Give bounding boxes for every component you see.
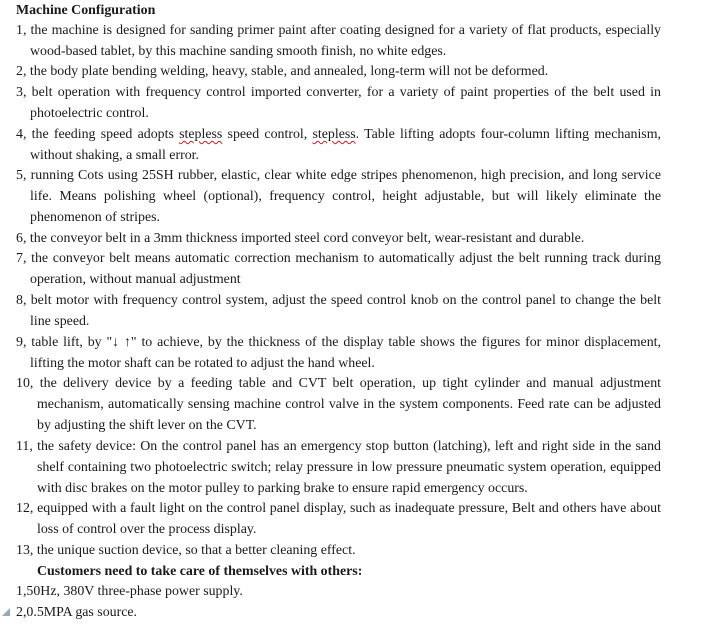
config-item-12: 12, equipped with a fault light on the control panel display, such as inadequate pressure, Belt and others have about loss of control over the process display. bbox=[16, 501, 661, 537]
config-item-4-post: . Table lifting adopts four-column lifting mechanism, without shaking, a small error. bbox=[30, 127, 661, 163]
config-item-4-pre: 4, the feeding speed adopts bbox=[16, 127, 180, 142]
spellcheck-word: stepless bbox=[312, 127, 356, 142]
config-item-5: 5, running Cots using 25SH rubber, elastic, clear white edge stripes phenomenon, high precision, and long service life. Means polishing wheel (optional), frequency control, height adjustable, but will likely eliminate the phenomenon of stripes. bbox=[16, 168, 661, 225]
section-title: Machine Configuration bbox=[16, 3, 156, 18]
config-item-11: 11, the safety device: On the control panel has an emergency stop button (latching), left and right side in the sand shelf containing two photoelectric switch; relay pressure in low pressure pneumatic system operation, equipped with disc brakes on the motor pulley to parking brake to ensure rapid emergency occurs. bbox=[16, 439, 661, 496]
config-item-9: 9, table lift, by "↓ ↑" to achieve, by the thickness of the display table shows the figures for minor displacement, lifting the motor shaft can be rotated to adjust the hand wheel. bbox=[16, 335, 661, 371]
requirement-1: 1,50Hz, 380V three-phase power supply. bbox=[16, 584, 243, 599]
config-item-6: 6, the conveyor belt in a 3mm thickness imported steel cord conveyor belt, wear-resistant and durable. bbox=[16, 231, 585, 246]
corner-marker-icon bbox=[2, 608, 10, 616]
config-item-10: 10, the delivery device by a feeding table and CVT belt operation, up tight cylinder and manual adjustment mechanism, automatically sensing machine control valve in the system components. Feed rate can be adjusted by adjusting the shift lever on the CVT. bbox=[16, 376, 661, 433]
spellcheck-word: stepless bbox=[179, 127, 223, 142]
config-item-8: 8, belt motor with frequency control system, adjust the speed control knob on the control panel to change the belt line speed. bbox=[16, 293, 661, 329]
config-item-2: 2, the body plate bending welding, heavy, stable, and annealed, long-term will not be deformed. bbox=[16, 64, 549, 79]
config-item-1: 1, the machine is designed for sanding primer paint after coating designed for a variety of flat products, especially wood-based tablet, by this machine sanding smooth finish, no white edges. bbox=[16, 23, 661, 59]
requirement-2: 2,0.5MPA gas source. bbox=[16, 605, 138, 620]
customer-requirements-heading: Customers need to take care of themselves with others: bbox=[37, 564, 363, 579]
config-item-4-mid: speed control, bbox=[222, 127, 313, 142]
config-item-7: 7, the conveyor belt means automatic correction mechanism to automatically adjust the belt running track during operation, without manual adjustment bbox=[16, 251, 661, 287]
config-item-4 bbox=[16, 125, 661, 167]
config-item-13: 13, the unique suction device, so that a better cleaning effect. bbox=[16, 543, 356, 558]
config-item-3: 3, belt operation with frequency control imported converter, for a variety of paint properties of the belt used in photoelectric control. bbox=[16, 85, 661, 121]
